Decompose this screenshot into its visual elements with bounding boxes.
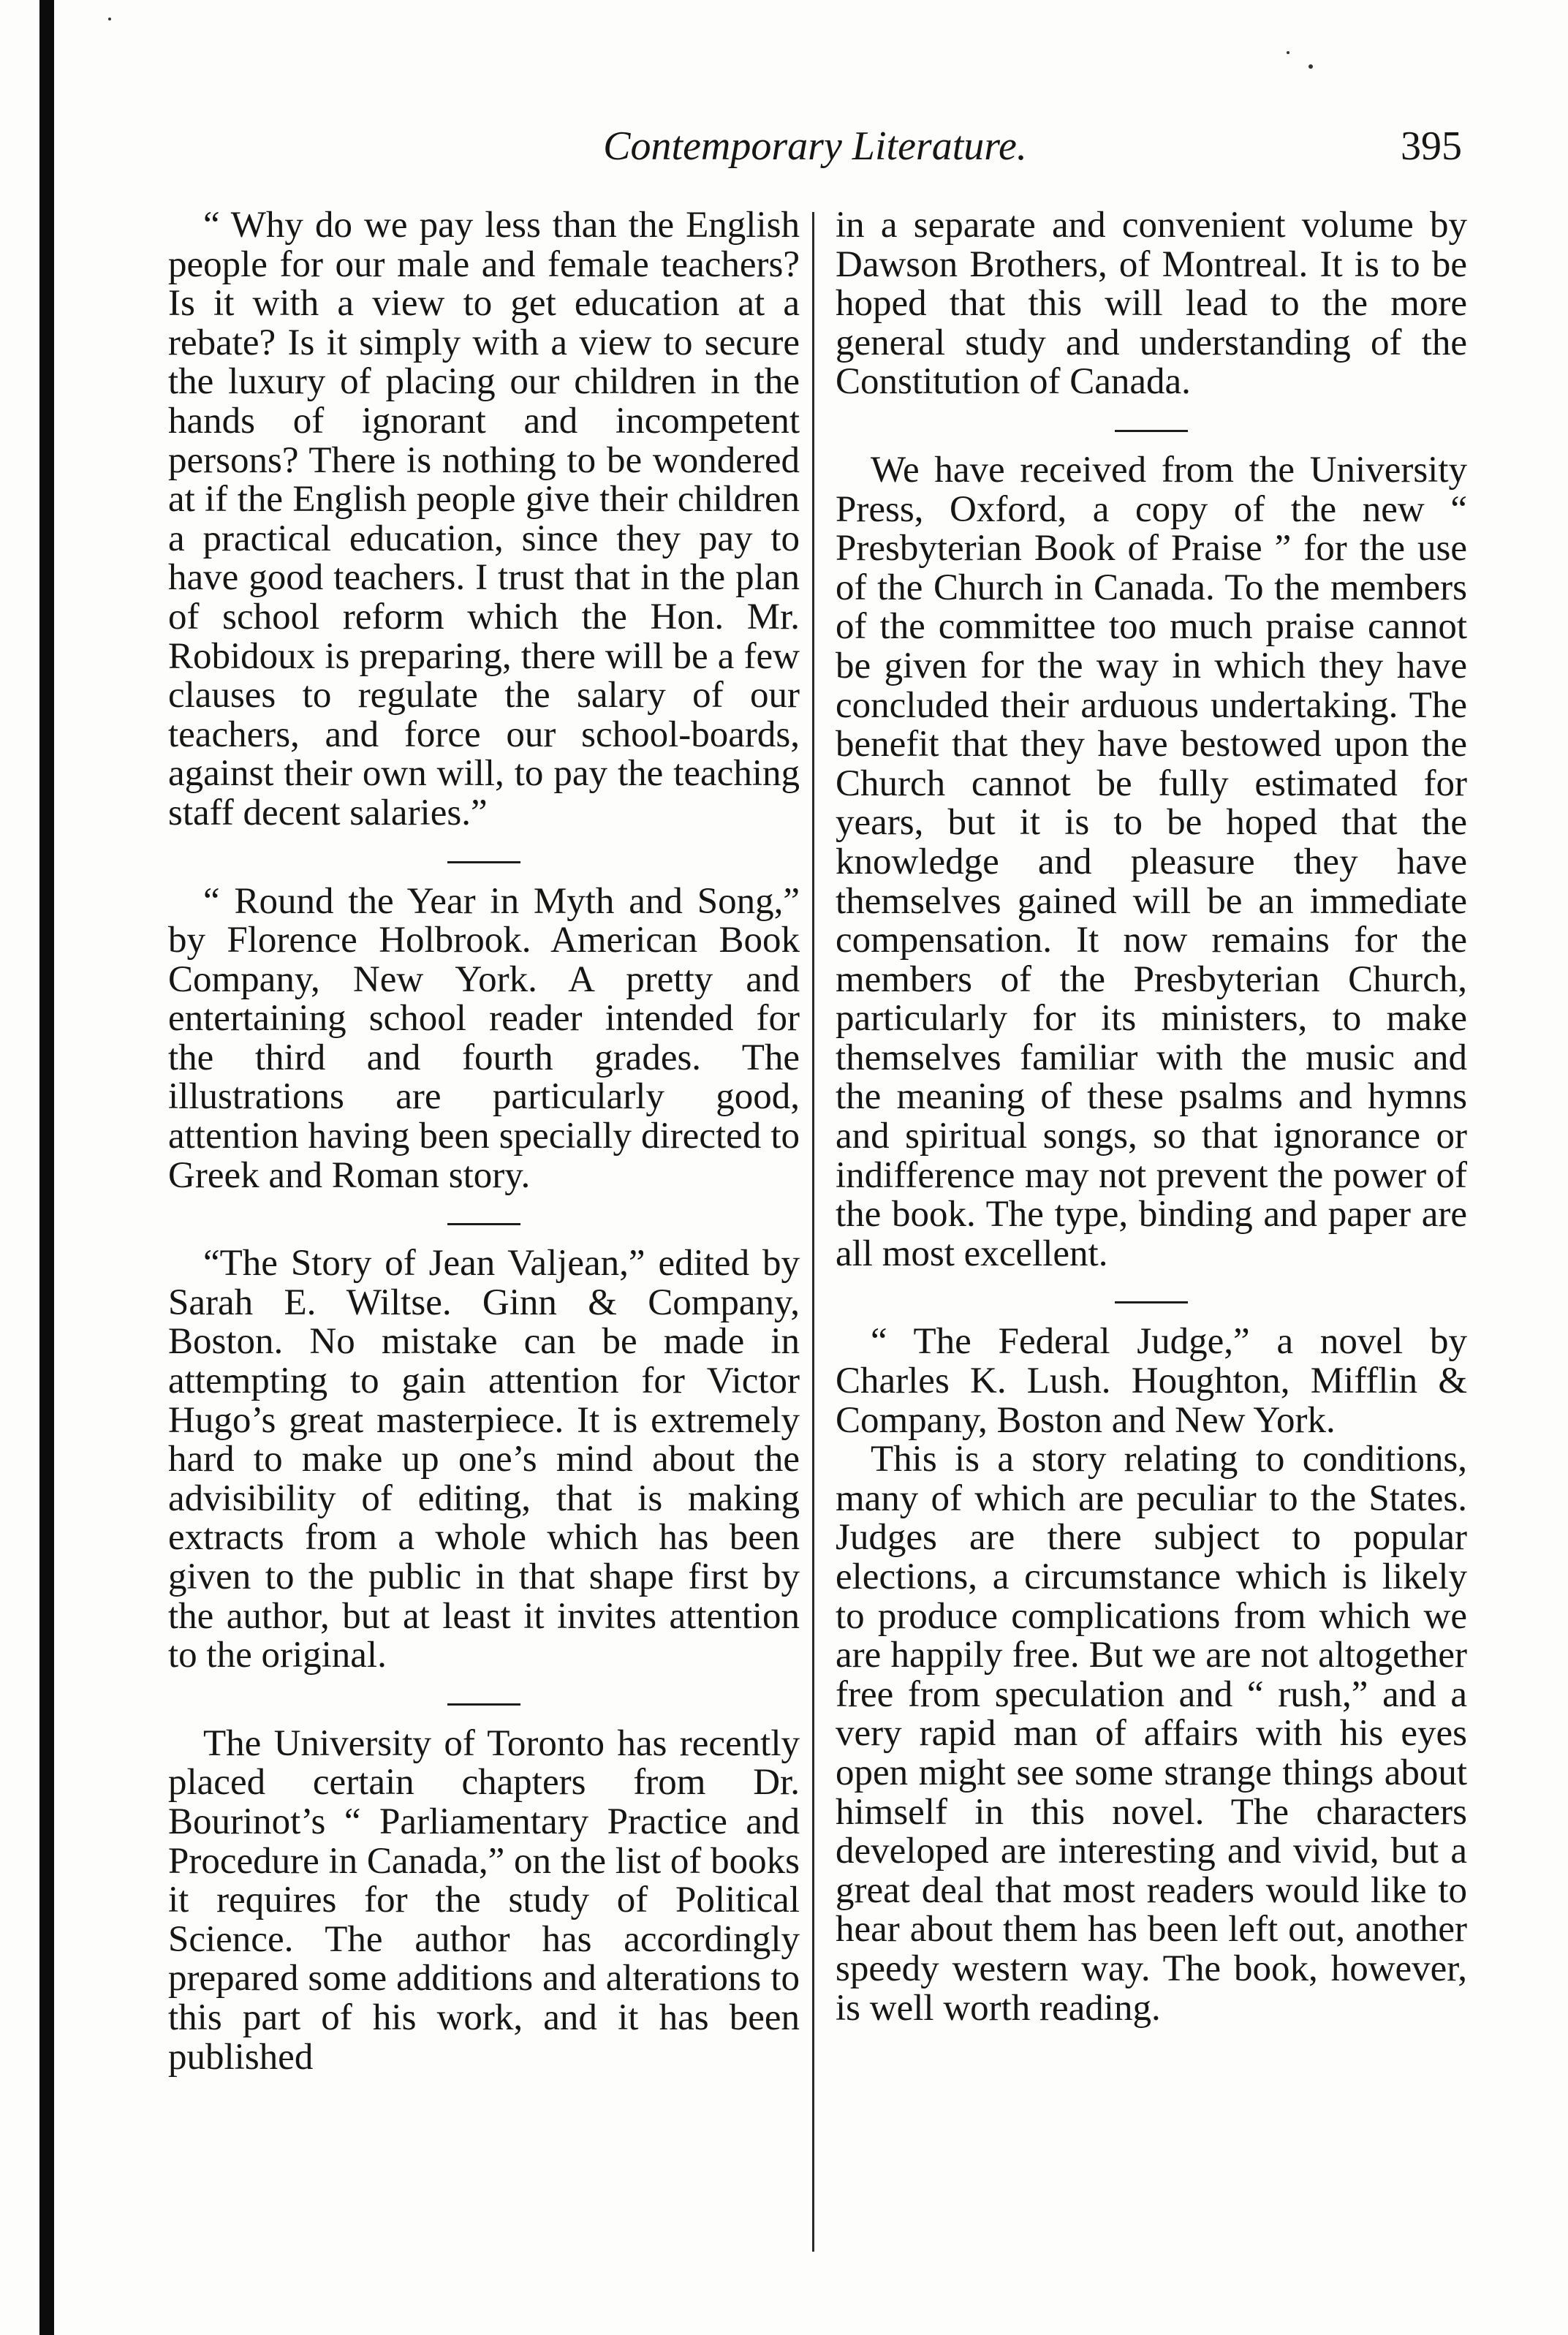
article-paragraph: This is a story relating to conditions, many of which are peculiar to the States. Judges are there subject to popular elections, a circumstance which is likely to produce complications from which we are happily free. But we are not altogether free from speculation and “ rush,” and a very rapid man of affairs with his eyes open might see some strange things about himself in this novel. The characters developed are interesting and vivid, but a great deal that most readers would like to hear about them has been left out, another speedy western way. The book, however, is well worth reading. <box>836 1439 1467 2029</box>
scan-speck <box>1308 64 1313 69</box>
article-paragraph: We have received from the University Press, Oxford, a copy of the new “ Presbyterian Book of Praise ” for the use of the Church in Canada. To the members of the committee too much praise cannot be given for the way in which they have concluded their arduous undertaking. The benefit that they have bestowed upon the Church cannot be fully estimated for years, but it is to be hoped that the knowledge and pleasure they have themselves gained will be an immediate compensation. It now remains for the members of the Presbyterian Church, particularly for its ministers, to make themselves familiar with the music and the meaning of these psalms and hymns and spiritual songs, so that ignorance or indifference may not prevent the power of the book. The type, binding and paper are all most excellent. <box>836 449 1467 1274</box>
article-paragraph: The University of Toronto has recently placed certain chapters from Dr. Bourinot’s “ Parliamentary Practice and Procedure in Canada,” on the list of books it requires for the study of Political Science. The author has accordingly prepared some additions and alterations to this part of his work, and it has been published <box>168 1722 800 2078</box>
right-column <box>836 206 1467 2028</box>
article-paragraph: in a separate and convenient volume by Dawson Brothers, of Montreal. It is to be hoped that this will lead to the more general study and understanding of the Constitution of Canada. <box>836 205 1467 403</box>
section-separator <box>447 1703 520 1706</box>
article-paragraph: “ Why do we pay less than the English people for our male and female teachers? Is it with a view to get education at a rebate? Is it simply with a view to secure the luxury of placing our children in the hands of ignorant and incompetent persons? There is nothing to be wondered at if the English people give their children a practical education, since they pay to have good teachers. I trust that in the plan of school reform which the Hon. Mr. Robidoux is preparing, there will be a few clauses to regulate the salary of our teachers, and force our school-boards, against their own will, to pay the teaching staff decent salaries.” <box>168 205 800 833</box>
running-title: Contemporary Literature. <box>603 124 1027 169</box>
scan-speck <box>1287 51 1289 54</box>
article-paragraph: “The Story of Jean Valjean,” edited by Sarah E. Wiltse. Ginn & Company, Boston. No mistake can be made in attempting to gain attention for Victor Hugo’s great masterpiece. It is extremely hard to make up one’s mind about the advisibility of editing, that is making extracts from a whole which has been given to the public in that shape first by the author, but at least it invites attention to the original. <box>168 1243 800 1676</box>
article-paragraph: “ Round the Year in Myth and Song,” by Florence Holbrook. American Book Company, New York. A pretty and entertaining school reader intended for the third and fourth grades. The illustrations are particularly good, attention having been specially directed to Greek and Roman story. <box>168 880 800 1196</box>
binding-edge <box>39 0 54 2335</box>
page-number: 395 <box>1401 124 1462 169</box>
article-paragraph: “ The Federal Judge,” a novel by Charles K. Lush. Houghton, Mifflin & Company, Boston and New York. <box>836 1321 1467 1441</box>
section-separator <box>1115 430 1188 432</box>
section-separator <box>447 861 520 863</box>
column-rule <box>812 212 814 2252</box>
scan-speck <box>108 18 111 20</box>
section-separator <box>447 1223 520 1225</box>
section-separator <box>1115 1301 1188 1303</box>
left-column <box>168 206 800 2077</box>
page-header <box>168 117 1462 175</box>
